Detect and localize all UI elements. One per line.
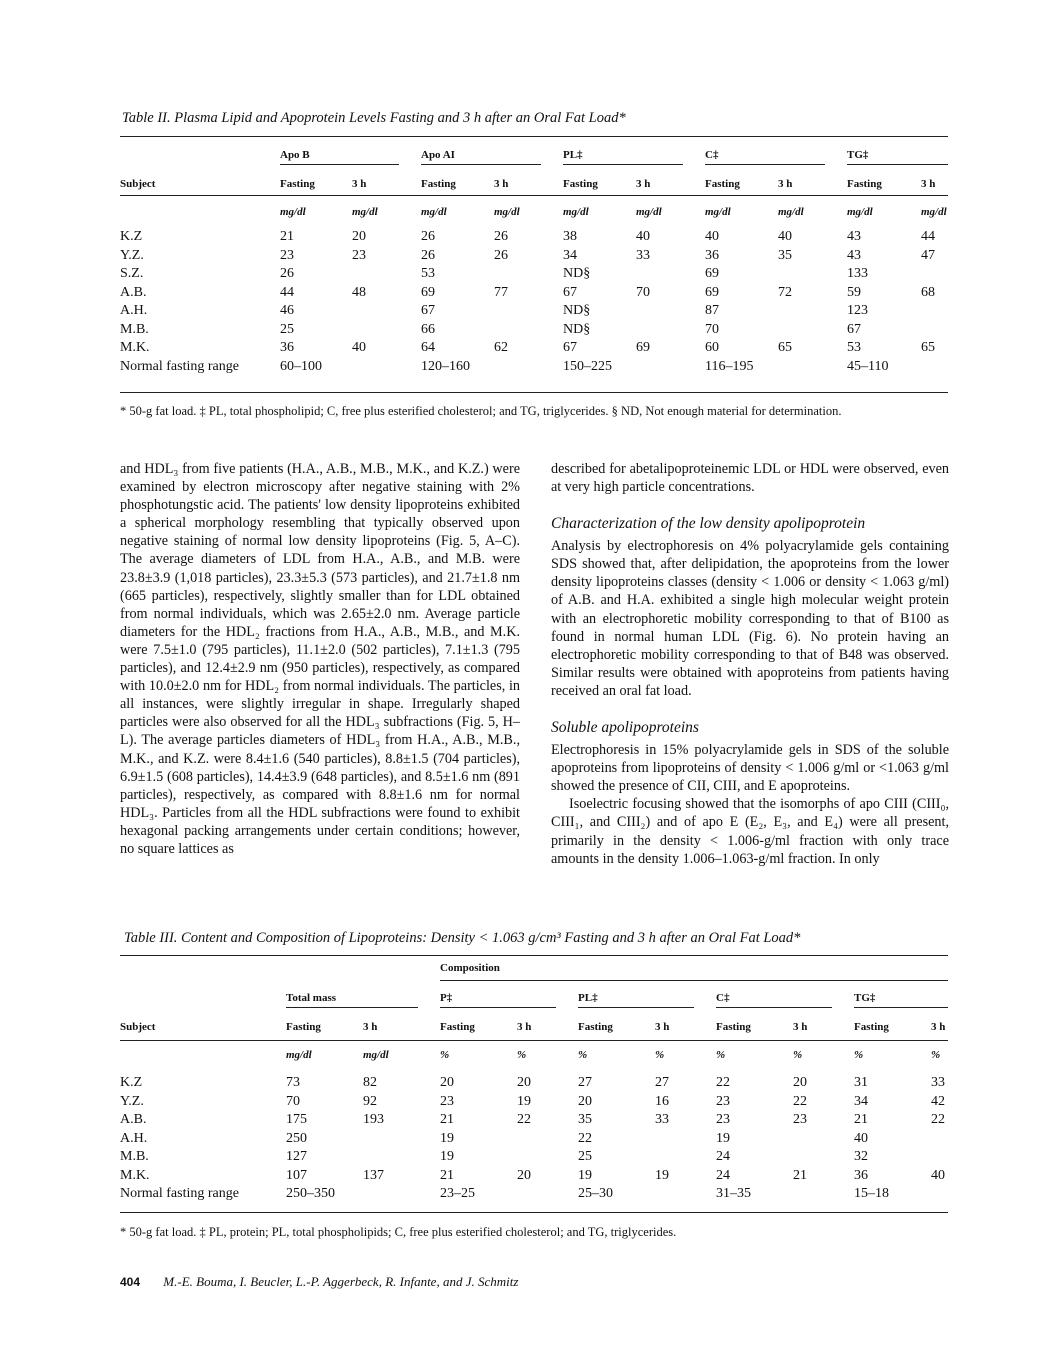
- table2-value-cell: ND§: [563, 321, 591, 337]
- table2-value-cell: 36: [280, 340, 294, 356]
- table2-value-cell: 40: [636, 229, 650, 245]
- table3-units-row: [120, 1044, 948, 1066]
- section-heading-low-density: Characterization of the low density apolipoprotein: [551, 515, 866, 533]
- table3-value-cell: 22: [578, 1130, 592, 1146]
- table2-unit-cell: mg/dl: [847, 206, 873, 218]
- table2-value-cell: 77: [494, 284, 508, 300]
- table2-value-cell: 23: [280, 247, 294, 263]
- table2-value-cell: 67: [563, 340, 577, 356]
- table3-composition-header: Composition: [440, 962, 500, 974]
- table2-subject-cell: S.Z.: [120, 266, 144, 282]
- table3-top-rule: [120, 955, 948, 956]
- table2-body: [120, 200, 948, 376]
- table3-value-cell: 20: [517, 1167, 531, 1183]
- table2-value-cell: [494, 358, 563, 377]
- table2-group-header-cell: Apo B: [280, 149, 399, 165]
- table2-subheader-cell: Fasting: [847, 178, 882, 190]
- table2-value-cell: 38: [563, 229, 577, 245]
- table2-header-rule: [120, 195, 948, 196]
- table2-value-cell: 40: [352, 340, 366, 356]
- table2-unit-cell: mg/dl: [705, 206, 731, 218]
- table2-value-cell: 44: [280, 284, 294, 300]
- table2-value-cell: 69: [705, 266, 719, 282]
- table3-subheader: [120, 1014, 948, 1040]
- table3-subject-cell: A.H.: [120, 1130, 148, 1146]
- table3-subheader-cell: Fasting: [440, 1021, 475, 1033]
- table3-row: [120, 1074, 948, 1093]
- body-paragraph: Isoelectric focusing showed that the isomorphs of apo CIII (CIII₀, CIII₁, and CIII₂) and of apo E (E₂, E₃, and E₄) were all present, primarily in the density < 1.006-g/ml fraction with only trace amounts in the density 1.006–1.063-g/ml fraction. In only: [551, 796, 949, 867]
- table2-value-cell: 69: [421, 284, 435, 300]
- table3-value-cell: 250–350: [286, 1186, 335, 1202]
- table2-value-cell: [921, 265, 948, 284]
- table3-value-cell: [517, 1130, 578, 1149]
- table2-row: [120, 339, 948, 358]
- table2-value-cell: 59: [847, 284, 861, 300]
- table2-value-cell: 67: [847, 321, 861, 337]
- table3-body: [120, 1044, 948, 1204]
- table3-value-cell: [931, 1185, 948, 1204]
- table3-subheader-cell: 3 h: [931, 1021, 946, 1033]
- table3-value-cell: 82: [363, 1075, 377, 1091]
- body-column-left: [120, 460, 520, 858]
- table3-value-cell: 19: [440, 1149, 454, 1165]
- table3-value-cell: 24: [716, 1167, 730, 1183]
- table2-value-cell: [494, 321, 563, 340]
- table2-row: [120, 265, 948, 284]
- table3-value-cell: 25: [578, 1149, 592, 1165]
- table2-value-cell: 123: [847, 303, 868, 319]
- table3-row: [120, 1148, 948, 1167]
- table3-subheader-cell: 3 h: [655, 1021, 670, 1033]
- table2-subheader-cell: 3 h: [778, 178, 793, 190]
- table3-unit-cell: %: [793, 1049, 803, 1061]
- table2-value-cell: 26: [421, 247, 435, 263]
- table2-subheader-cell: Fasting: [280, 178, 315, 190]
- table3-subheader-cell: Fasting: [578, 1021, 613, 1033]
- table2-value-cell: [352, 321, 421, 340]
- table2-value-cell: 150–225: [563, 358, 612, 374]
- table3-bottom-rule: [120, 1212, 948, 1213]
- table3-subheader-cell: Fasting: [716, 1021, 751, 1033]
- table3-subject-cell: Y.Z.: [120, 1093, 144, 1109]
- table2-value-cell: [921, 302, 948, 321]
- table2-value-cell: 53: [421, 266, 435, 282]
- table2-row: [120, 358, 948, 377]
- table2-value-cell: 35: [778, 247, 792, 263]
- table2-unit-cell: mg/dl: [636, 206, 662, 218]
- table3-unit-cell: %: [931, 1049, 941, 1061]
- table3-group-header-cell: Total mass: [286, 992, 418, 1008]
- table3-subject-cell: K.Z: [120, 1075, 143, 1091]
- table3-group-header-cell: P‡: [440, 992, 556, 1008]
- table3-row: [120, 1167, 948, 1186]
- table2-value-cell: 67: [421, 303, 435, 319]
- table3-subject-cell: M.B.: [120, 1149, 149, 1165]
- table3-footnote: * 50-g fat load. ‡ PL, protein; PL, total phospholipids; C, free plus esterified cholesterol; and TG, triglycerides.: [120, 1225, 677, 1239]
- running-authors: M.-E. Bouma, I. Beucler, L.-P. Aggerbeck, R. Infante, and J. Schmitz: [163, 1274, 519, 1289]
- table2-subheader-cell: 3 h: [494, 178, 509, 190]
- table3-value-cell: 22: [793, 1093, 807, 1109]
- table3-value-cell: 24: [716, 1149, 730, 1165]
- table3-value-cell: 21: [440, 1167, 454, 1183]
- table2-unit-cell: mg/dl: [421, 206, 447, 218]
- table2-subject-cell: Y.Z.: [120, 247, 144, 263]
- table3-value-cell: [363, 1185, 440, 1204]
- table3-caption: Table III. Content and Composition of Lipoproteins: Density < 1.063 g/cm³ Fasting and 3 h after an Oral Fat Load*: [124, 930, 801, 946]
- table2-value-cell: [921, 321, 948, 340]
- table3-value-cell: 21: [793, 1167, 807, 1183]
- table3-value-cell: [363, 1130, 440, 1149]
- table3-value-cell: 34: [854, 1093, 868, 1109]
- table2-subheader-cell: Fasting: [705, 178, 740, 190]
- table3-value-cell: [517, 1148, 578, 1167]
- table2-bottom-rule: [120, 392, 948, 393]
- table2: [120, 142, 948, 196]
- table2-units-row: [120, 200, 948, 224]
- table2-value-cell: [352, 302, 421, 321]
- table2-row: [120, 247, 948, 266]
- table2-value-cell: 66: [421, 321, 435, 337]
- table3-value-cell: 70: [286, 1093, 300, 1109]
- table2-unit-cell: mg/dl: [280, 206, 306, 218]
- table2-value-cell: 26: [494, 247, 508, 263]
- table2-value-cell: 36: [705, 247, 719, 263]
- table2-subheader-cell: 3 h: [352, 178, 367, 190]
- table3-group-header-cell: PL‡: [578, 992, 694, 1008]
- table3-subheader-cell: Fasting: [854, 1021, 889, 1033]
- table2-subject-cell: K.Z: [120, 229, 143, 245]
- table3-value-cell: 19: [578, 1167, 592, 1183]
- table3-value-cell: 22: [931, 1112, 945, 1128]
- table3-value-cell: 15–18: [854, 1186, 889, 1202]
- table3-value-cell: [931, 1148, 948, 1167]
- table3-value-cell: 16: [655, 1093, 669, 1109]
- table2-group-header-cell: Apo AI: [421, 149, 541, 165]
- table3-value-cell: 22: [517, 1112, 531, 1128]
- table2-value-cell: [778, 302, 847, 321]
- table2-value-cell: 48: [352, 284, 366, 300]
- page-footer: [120, 1274, 518, 1290]
- table2-unit-cell: mg/dl: [352, 206, 378, 218]
- table3-value-cell: 19: [440, 1130, 454, 1146]
- table2-value-cell: 87: [705, 303, 719, 319]
- table2-value-cell: 40: [705, 229, 719, 245]
- table2-value-cell: 23: [352, 247, 366, 263]
- table3-row: [120, 1093, 948, 1112]
- table2-value-cell: ND§: [563, 303, 591, 319]
- table3-value-cell: 40: [854, 1130, 868, 1146]
- table2-row: [120, 284, 948, 303]
- table2-value-cell: 47: [921, 247, 935, 263]
- table2-group-header-cell: PL‡: [563, 149, 683, 165]
- table2-row: [120, 321, 948, 340]
- table3-value-cell: 25–30: [578, 1186, 613, 1202]
- table2-value-cell: [636, 321, 705, 340]
- table2-subject-cell: A.B.: [120, 284, 147, 300]
- table2-value-cell: 65: [778, 340, 792, 356]
- table2-value-cell: 65: [921, 340, 935, 356]
- table3-subheader-cell: 3 h: [363, 1021, 378, 1033]
- table2-value-cell: [778, 321, 847, 340]
- table2-subject-cell: M.B.: [120, 321, 149, 337]
- table3-unit-cell: mg/dl: [363, 1049, 389, 1061]
- table2-value-cell: [352, 358, 421, 377]
- table2-value-cell: 40: [778, 229, 792, 245]
- table3-value-cell: 36: [854, 1167, 868, 1183]
- table3-value-cell: 107: [286, 1167, 307, 1183]
- table3-unit-cell: %: [716, 1049, 726, 1061]
- table2-value-cell: 69: [705, 284, 719, 300]
- table2-unit-cell: mg/dl: [494, 206, 520, 218]
- table3-value-cell: 42: [931, 1093, 945, 1109]
- table2-subheader: [120, 172, 948, 196]
- body-paragraph: and HDL₃ from five patients (H.A., A.B., M.B., M.K., and K.Z.) were examined by electron microscopy after negative staining with 2% phosphotungstic acid. The patients' low density lipoproteins exhibited a spherical morphology resembling that typically observed upon negative staining of normal low density lipoproteins (Fig. 5, A–C). The average diameters of LDL from H.A., A.B., and M.B. were 23.8±3.9 (1,018 particles), 23.3±5.3 (573 particles), and 21.7±1.8 nm (665 particles), respectively, slightly smaller than for LDL obtained from normal individuals, which was 2.65±2.0 nm. Average particle diameters for the HDL₂ fractions from H.A., A.B., M.B., and M.K. were 7.5±1.0 (795 particles), 11.1±2.0 (502 particles), 7.1±1.3 (795 particles), and 12.4±2.9 nm (950 particles), respectively, as compared with 10.0±2.0 nm for HDL₂ from normal individuals. The particles, in all instances, were slightly irregular in shape. Irregularly shaped particles were also observed for all the HDL₃ subfractions (Fig. 5, H–L). The average particles diameters of HDL₃ from H.A., A.B., M.B., M.K., and K.Z. were 8.4±1.6 (540 particles), 8.8±1.5 (704 particles), 6.9±1.5 (608 particles), 14.4±3.9 (648 particles), and 8.5±1.6 nm (891 particles), respectively, as compared with 8.8±1.6 nm for normal HDL₃. Particles from all the HDL subfractions were found to exhibit hexagonal packing arrangements under certain conditions; however, no square lattices as: [120, 461, 520, 857]
- table3-value-cell: 92: [363, 1093, 377, 1109]
- table3-value-cell: 21: [854, 1112, 868, 1128]
- table3-header-rule: [120, 1040, 948, 1041]
- table3-value-cell: 23: [440, 1093, 454, 1109]
- table2-subject-header: Subject: [120, 178, 156, 190]
- table3-value-cell: 19: [517, 1093, 531, 1109]
- table3-subject-header: Subject: [120, 1021, 156, 1033]
- table3-value-cell: 20: [440, 1075, 454, 1091]
- table2-value-cell: [494, 302, 563, 321]
- table2-value-cell: 26: [280, 266, 294, 282]
- table2-value-cell: 116–195: [705, 358, 754, 374]
- table3-value-cell: 40: [931, 1167, 945, 1183]
- table2-value-cell: 43: [847, 247, 861, 263]
- table2-value-cell: 133: [847, 266, 868, 282]
- table3-value-cell: 23: [793, 1112, 807, 1128]
- table3-unit-cell: mg/dl: [286, 1049, 312, 1061]
- table2-value-cell: [636, 358, 705, 377]
- body-paragraph: Analysis by electrophoresis on 4% polyacrylamide gels containing SDS showed that, after delipidation, the apoproteins from the lower density lipoproteins classes (density < 1.006 or density < 1.063 g/ml) of A.B. and H.A. exhibited a single high molecular weight protein with an electrophoretic mobility corresponding to that of B100 as found in normal human LDL (Fig. 6). No protein having an electrophoretic mobility corresponding to that of B48 was observed. Similar results were obtained with apoproteins from patients having received an oral fat load.: [551, 538, 949, 699]
- table3-value-cell: 33: [655, 1112, 669, 1128]
- table2-value-cell: 53: [847, 340, 861, 356]
- table2-value-cell: [636, 265, 705, 284]
- table2-subject-cell: Normal fasting range: [120, 358, 239, 374]
- table3-row: [120, 1185, 948, 1204]
- table2-value-cell: 46: [280, 303, 294, 319]
- table3-value-cell: [655, 1148, 716, 1167]
- table3-subject-cell: Normal fasting range: [120, 1186, 239, 1202]
- table2-value-cell: 44: [921, 229, 935, 245]
- table3-subject-cell: A.B.: [120, 1112, 147, 1128]
- table3-value-cell: [793, 1148, 854, 1167]
- table3-value-cell: 250: [286, 1130, 307, 1146]
- table2-value-cell: 45–110: [847, 358, 889, 374]
- table2-value-cell: 69: [636, 340, 650, 356]
- table2-value-cell: 43: [847, 229, 861, 245]
- table2-value-cell: 70: [705, 321, 719, 337]
- table3-value-cell: 31: [854, 1075, 868, 1091]
- table2-footnote: * 50-g fat load. ‡ PL, total phospholipid; C, free plus esterified cholesterol; and TG, triglycerides. § ND, Not enough material for determination.: [120, 404, 842, 418]
- table3-subheader-cell: 3 h: [517, 1021, 532, 1033]
- table2-subheader-cell: Fasting: [421, 178, 456, 190]
- table3-value-cell: 23–25: [440, 1186, 475, 1202]
- table3-value-cell: 19: [655, 1167, 669, 1183]
- table3-value-cell: [793, 1130, 854, 1149]
- table2-value-cell: [636, 302, 705, 321]
- table2-value-cell: [921, 358, 948, 377]
- table2-value-cell: 33: [636, 247, 650, 263]
- table2-value-cell: ND§: [563, 266, 591, 282]
- table2-value-cell: 25: [280, 321, 294, 337]
- table2-unit-cell: mg/dl: [778, 206, 804, 218]
- table3-unit-cell: %: [440, 1049, 450, 1061]
- table3-value-cell: 127: [286, 1149, 307, 1165]
- table2-value-cell: 26: [421, 229, 435, 245]
- table3-group-header-cell: C‡: [716, 992, 832, 1008]
- table3-value-cell: 33: [931, 1075, 945, 1091]
- table2-row: [120, 228, 948, 247]
- table2-value-cell: 68: [921, 284, 935, 300]
- table2-value-cell: 26: [494, 229, 508, 245]
- table2-value-cell: [352, 265, 421, 284]
- table2-value-cell: 72: [778, 284, 792, 300]
- table2-value-cell: 120–160: [421, 358, 470, 374]
- page-number: 404: [120, 1275, 141, 1289]
- table2-value-cell: [778, 265, 847, 284]
- table3-unit-cell: %: [854, 1049, 864, 1061]
- table2-subject-cell: M.K.: [120, 340, 150, 356]
- table2-unit-cell: mg/dl: [563, 206, 589, 218]
- table3-value-cell: 27: [655, 1075, 669, 1091]
- table2-value-cell: 62: [494, 340, 508, 356]
- table3-composition-rule: [440, 980, 948, 981]
- table2-caption: Table II. Plasma Lipid and Apoprotein Levels Fasting and 3 h after an Oral Fat Load*: [122, 110, 626, 126]
- table3-value-cell: 20: [517, 1075, 531, 1091]
- table2-value-cell: 64: [421, 340, 435, 356]
- table3-rows: [120, 1074, 948, 1204]
- table3-subheader-cell: 3 h: [793, 1021, 808, 1033]
- table2-value-cell: [494, 265, 563, 284]
- table3-unit-cell: %: [578, 1049, 588, 1061]
- body-column-right: [551, 460, 949, 868]
- table3-value-cell: 137: [363, 1167, 384, 1183]
- section-heading-soluble: Soluble apolipoproteins: [551, 719, 699, 737]
- table3-value-cell: 20: [793, 1075, 807, 1091]
- table3-value-cell: 22: [716, 1075, 730, 1091]
- table3-value-cell: [363, 1148, 440, 1167]
- table2-value-cell: 60–100: [280, 358, 322, 374]
- table2-subheader-cell: Fasting: [563, 178, 598, 190]
- table2-subheader-cell: 3 h: [636, 178, 651, 190]
- table2-value-cell: 20: [352, 229, 366, 245]
- table2-unit-cell: mg/dl: [921, 206, 947, 218]
- table3-value-cell: 27: [578, 1075, 592, 1091]
- body-paragraph: described for abetalipoproteinemic LDL or HDL were observed, even at very high particle concentrations.: [551, 461, 949, 496]
- table3-value-cell: 31–35: [716, 1186, 751, 1202]
- table2-value-cell: [778, 358, 847, 377]
- table2-value-cell: 34: [563, 247, 577, 263]
- table3-value-cell: [655, 1185, 716, 1204]
- table3-unit-cell: %: [655, 1049, 665, 1061]
- table3-row: [120, 1130, 948, 1149]
- table2-value-cell: 60: [705, 340, 719, 356]
- table3-value-cell: 23: [716, 1093, 730, 1109]
- table2-subject-cell: A.H.: [120, 303, 148, 319]
- table2-value-cell: 21: [280, 229, 294, 245]
- table2-rows: [120, 228, 948, 376]
- table3-value-cell: 20: [578, 1093, 592, 1109]
- table3-group-header: [120, 986, 948, 1014]
- table3-value-cell: 175: [286, 1112, 307, 1128]
- table3-row: [120, 1111, 948, 1130]
- table3-value-cell: 23: [716, 1112, 730, 1128]
- table3-value-cell: [655, 1130, 716, 1149]
- body-paragraph: Electrophoresis in 15% polyacrylamide gels in SDS of the soluble apoproteins from lipoproteins of density < 1.006 g/ml or <1.063 g/ml showed the presence of CII, CIII, and E apoproteins.: [551, 742, 949, 795]
- table3-value-cell: 73: [286, 1075, 300, 1091]
- table3-value-cell: [793, 1185, 854, 1204]
- table3-value-cell: 35: [578, 1112, 592, 1128]
- table3: [120, 986, 948, 1040]
- table3-unit-cell: %: [517, 1049, 527, 1061]
- table3-value-cell: [517, 1185, 578, 1204]
- table2-row: [120, 302, 948, 321]
- table2-group-header: [120, 142, 948, 172]
- table2-value-cell: 70: [636, 284, 650, 300]
- table3-subject-cell: M.K.: [120, 1167, 150, 1183]
- table2-top-rule: [120, 136, 948, 137]
- table2-group-header-cell: C‡: [705, 149, 825, 165]
- table2-subheader-cell: 3 h: [921, 178, 936, 190]
- table3-value-cell: 21: [440, 1112, 454, 1128]
- table3-subheader-cell: Fasting: [286, 1021, 321, 1033]
- table3-value-cell: [931, 1130, 948, 1149]
- table3-value-cell: 193: [363, 1112, 384, 1128]
- table2-group-header-cell: TG‡: [847, 149, 948, 165]
- table2-value-cell: 67: [563, 284, 577, 300]
- table3-value-cell: 32: [854, 1149, 868, 1165]
- table3-group-header-cell: TG‡: [854, 992, 948, 1008]
- table3-value-cell: 19: [716, 1130, 730, 1146]
